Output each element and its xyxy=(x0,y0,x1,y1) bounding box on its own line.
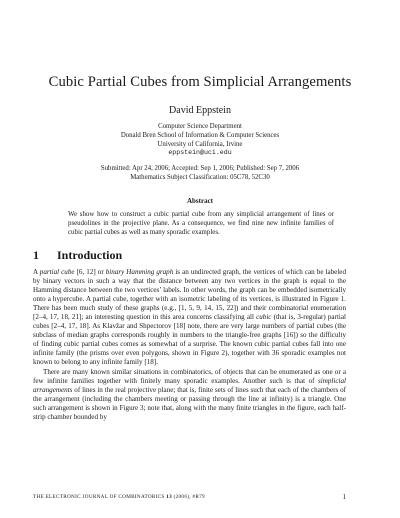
page-number: 1 xyxy=(342,493,346,501)
affiliation-line: University of California, Irvine xyxy=(157,140,243,148)
text-run: of lines in the real projective plane; that is, finite sets of lines such that each of the chambers of the arrangement (including the chambers meeting or passing through the line at infinity) is a triangle. One such arrangement is shown in Figure 3; note that, along with the many finite triangles in the figure, each half-strip chamber bounded by xyxy=(33,385,346,421)
term-emphasis: binary Hamming graph xyxy=(105,268,174,276)
text-run: is an undirected graph, the vertices of which can be labeled by binary vectors in such a way that the distance between any two vertices in the graph is equal to the Hamming distance between the two vertices’ labels. In other words, the graph can be embedded isometrically onto a hypercube. A partial cube, together with an isometric labeling of its vertices, is illustrated in Figure 1. There has been much study of these graphs (e.g., [1, 5, 9, 14, 15, 22]) and their combinatorial enumeration [2–4, 17, 18, 21]; an interesting question in this area concerns classifying all xyxy=(33,268,346,322)
body-text xyxy=(33,268,346,422)
author-affiliation xyxy=(0,123,400,158)
section-number: 1 xyxy=(33,248,39,262)
author-email: eppstein@uci.edu xyxy=(168,149,232,157)
text-run: (that is, 3-regular) partial cubes [2–4, 17, 18]. As Klavžar and Shpectorov [18] note, there are very large numbers of partial cubes (the subclass of median graphs corresponds roughly in numbers to the triangle-free graphs [16]) so the difficulty of finding cubic partial cubes comes as somewhat of a surprise. The known cubic partial cubes fall into one infinite family (the prisms over even polygons, shown in Figure 2), together with 36 sporadic examples not known to belong to any infinite family [18]. xyxy=(33,313,347,367)
section-heading xyxy=(33,248,122,263)
abstract-heading: Abstract xyxy=(186,197,214,205)
journal-volume: 13 xyxy=(166,494,172,500)
term-emphasis: simplicial arrangements xyxy=(33,376,346,394)
author-name: David Eppstein xyxy=(169,105,231,116)
text-run: A xyxy=(33,268,40,276)
publication-info xyxy=(0,164,400,182)
journal-details: (2006), #R79 xyxy=(173,494,205,500)
paper-title: Cubic Partial Cubes from Simplicial Arrangements xyxy=(48,74,352,90)
affiliation-line: Donald Bren School of Information & Computer Sciences xyxy=(120,131,280,139)
journal-name: THE ELECTRONIC JOURNAL OF COMBINATORICS xyxy=(33,494,165,500)
text-run: [6, 12] or xyxy=(74,268,106,276)
affiliation-line: Computer Science Department xyxy=(158,123,242,130)
subject-classification: Mathematics Subject Classification: 05C78, 52C30 xyxy=(130,174,270,181)
text-run: There are many known similar situations in combinatorics, of objects that can be enumerated as one or a few infinite families together with finitely many sporadic examples. Another such is that of xyxy=(33,367,346,385)
paragraph xyxy=(33,268,346,368)
section-title: Introduction xyxy=(57,248,123,262)
publication-dates: Submitted: Apr 24, 2006; Accepted: Sep 1, 2006; Published: Sep 7, 2006 xyxy=(100,165,300,172)
term-emphasis: cubic xyxy=(256,313,272,322)
page-footer xyxy=(33,494,346,500)
paragraph xyxy=(33,368,346,422)
term-emphasis: partial cube xyxy=(39,268,75,276)
abstract-text: We show how to construct a cubic partial cube from any simplicial arrangement of lines or pseudolines in the projective plane. As a consequence, we find nine new infinite families of cubic partial cubes as well as many sporadic examples. xyxy=(68,211,334,236)
